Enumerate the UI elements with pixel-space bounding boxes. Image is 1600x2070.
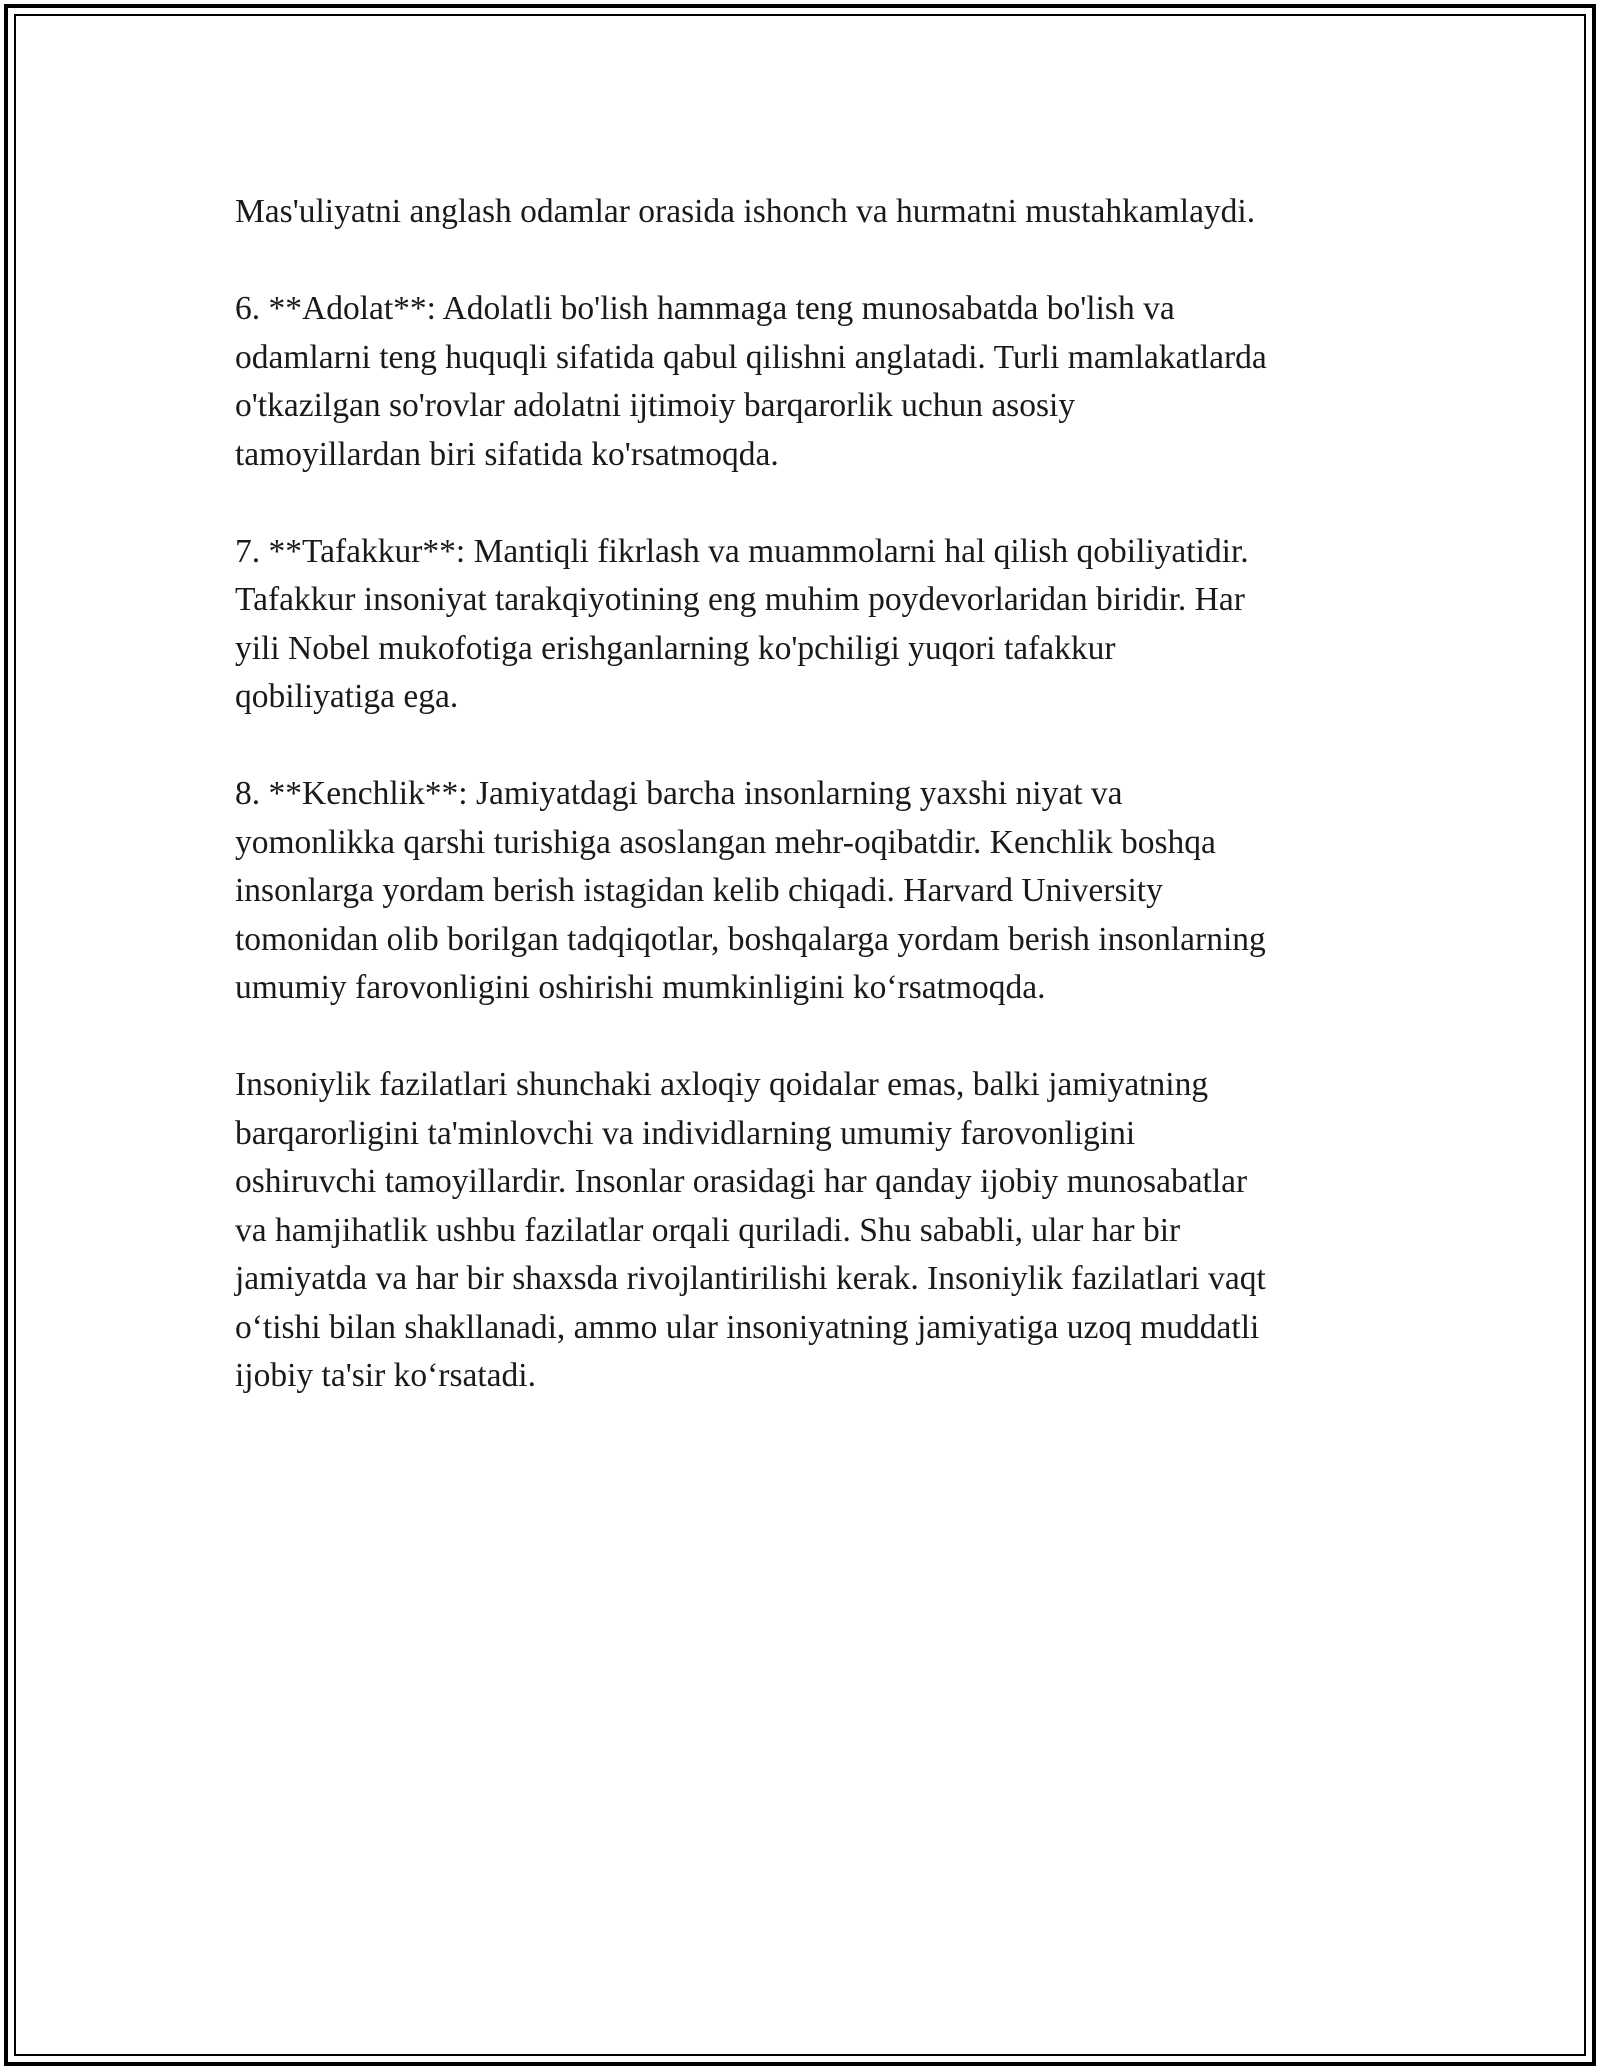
paragraph-kenchlik: 8. **Kenchlik**: Jamiyatdagi barcha insonlarning yaxshi niyat va yomonlikka qarshi turishiga asoslangan mehr-oqibatdir. Kenchlik boshqa insonlarga yordam berish istagidan kelib chiqadi. Harvard University tomonidan olib borilgan tadqiqotlar, boshqalarga yordam berish insonlarning umumiy farovonligini oshirishi mumkinligini ko‘rsatmoqda. [235,775,1266,1006]
paragraph-tafakkur: 7. **Tafakkur**: Mantiqli fikrlash va muammolarni hal qilish qobiliyatidir. Tafakkur insoniyat tarakqiyotining eng muhim poydevorlaridan biridir. Har yili Nobel mukofotiga erishganlarning ko'pchiligi yuqori tafakkur qobiliyatiga ega. [235,532,1249,715]
paragraph-conclusion: Insoniylik fazilatlari shunchaki axloqiy qoidalar emas, balki jamiyatning barqarorligini ta'minlovchi va individlarning umumiy farovonligini oshiruvchi tamoyillardir. Insonlar orasidagi har qanday ijobiy munosabatlar va hamjihatlik ushbu fazilatlar orqali quriladi. Shu sababli, ular har bir jamiyatda va har bir shaxsda rivojlantirilishi kerak. Insoniylik fazilatlari vaqt o‘tishi bilan shakllanadi, ammo ular insoniyatning jamiyatiga uzoq muddatli ijobiy ta'sir ko‘rsatadi. [235,1066,1266,1394]
document-body [235,188,1380,1449]
paragraph-adolat: 6. **Adolat**: Adolatli bo'lish hammaga teng munosabatda bo'lish va odamlarni teng huquqli sifatida qabul qilishni anglatadi. Turli mamlakatlarda o'tkazilgan so'rovlar adolatni ijtimoiy barqarorlik uchun asosiy tamoyillardan biri sifatida ko'rsatmoqda. [235,290,1267,473]
paragraph-responsibility: Mas'uliyatni anglash odamlar orasida ishonch va hurmatni mustahkamlaydi. [235,193,1256,230]
